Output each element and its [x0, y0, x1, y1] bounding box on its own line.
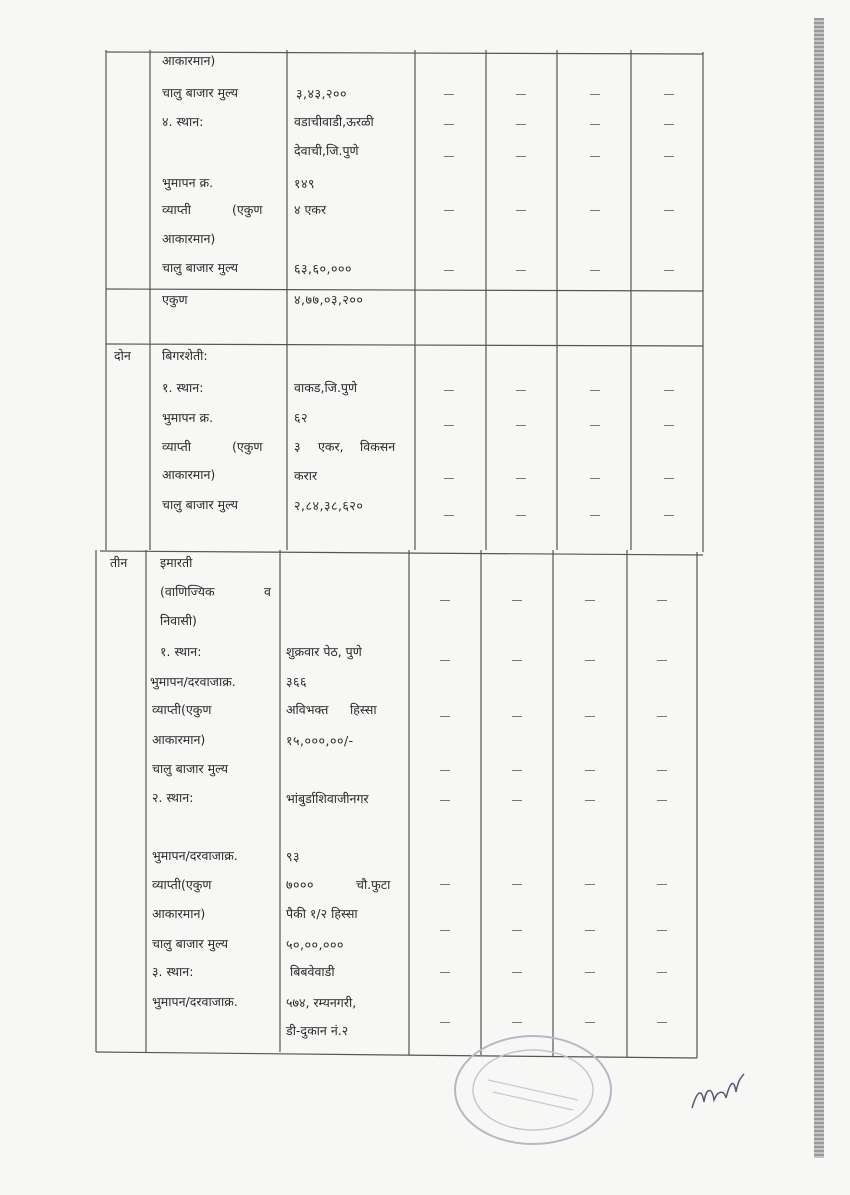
empty-cell-dash: [440, 770, 450, 771]
empty-cell-dash: [590, 390, 600, 391]
value-s3-extent-2b: चौ.फुटा: [356, 877, 391, 892]
value-s3-survey-door-3b: डी-दुकान नं.२: [286, 1023, 349, 1038]
empty-cell-dash: [585, 972, 595, 973]
empty-cell-dash: [664, 425, 674, 426]
empty-cell-dash: [590, 425, 600, 426]
empty-cell-dash: [664, 270, 674, 271]
empty-cell-dash: [585, 930, 595, 931]
empty-cell-dash: [444, 124, 454, 125]
label-s3-survey-door-1: भुमापन/दरवाजाक्र.: [150, 674, 236, 689]
value-s3-location-2: भांबुर्डाशिवाजीनगर: [286, 791, 369, 806]
handwritten-signature: [688, 1068, 748, 1118]
value-s2-extent-c: विकसन: [360, 439, 396, 454]
empty-cell-dash: [516, 210, 526, 211]
empty-cell-dash: [516, 94, 526, 95]
value-s2-market-value: २,८४,३८,६२०: [294, 498, 364, 513]
empty-cell-dash: [516, 270, 526, 271]
value-s3-share-2: पैकी १/२ हिस्सा: [286, 906, 358, 921]
value-s3-survey-door-2: ९३: [286, 849, 301, 864]
empty-cell-dash: [444, 210, 454, 211]
official-seal-stamp: [448, 1030, 618, 1150]
empty-cell-dash: [590, 478, 600, 479]
empty-cell-dash: [585, 600, 595, 601]
empty-cell-dash: [512, 1022, 522, 1023]
value-s2-location: वाकड,जि.पुणे: [294, 380, 358, 395]
label-survey-no: भुमापन क्र.: [162, 175, 214, 190]
section-number-three: तीन: [110, 555, 128, 570]
empty-cell-dash: [664, 210, 674, 211]
empty-cell-dash: [657, 884, 667, 885]
empty-cell-dash: [516, 515, 526, 516]
empty-cell-dash: [664, 390, 674, 391]
value-s3-extent-1a: अविभक्त: [286, 702, 329, 717]
empty-cell-dash: [590, 270, 600, 271]
empty-cell-dash: [444, 156, 454, 157]
label-non-agricultural: बिगरशेती:: [162, 348, 208, 363]
empty-cell-dash: [512, 716, 522, 717]
section-number-two: दोन: [114, 348, 131, 363]
label-s3-location-3: ३. स्थान:: [152, 964, 194, 979]
label-s3-survey-door-2: भुमापन/दरवाजाक्र.: [152, 848, 238, 863]
label-s3-area-1: आकारमान): [152, 732, 206, 747]
empty-cell-dash: [516, 124, 526, 125]
empty-cell-dash: [440, 972, 450, 973]
label-s3-extent-2: व्याप्ती(एकुण: [152, 877, 212, 892]
empty-cell-dash: [444, 478, 454, 479]
empty-cell-dash: [516, 156, 526, 157]
value-market-value-2: ६३,६०,०००: [294, 261, 352, 276]
empty-cell-dash: [664, 94, 674, 95]
label-location-4: ४. स्थान:: [162, 114, 204, 129]
empty-cell-dash: [664, 156, 674, 157]
label-area-continued: आकारमान): [162, 53, 216, 68]
empty-cell-dash: [512, 770, 522, 771]
label-s2-area: आकारमान): [162, 467, 216, 482]
empty-cell-dash: [512, 600, 522, 601]
label-s2-extent: व्याप्ती: [162, 439, 191, 454]
empty-cell-dash: [664, 124, 674, 125]
value-s3-market-value-2: ५०,००,०००: [286, 937, 344, 952]
empty-cell-dash: [444, 425, 454, 426]
label-s3-area-2: आकारमान): [152, 906, 206, 921]
empty-cell-dash: [585, 884, 595, 885]
value-s3-market-value-1: १५,०००,००/-: [286, 733, 354, 748]
empty-cell-dash: [657, 930, 667, 931]
label-s3-survey-door-3: भुमापन/दरवाजाक्र.: [152, 994, 238, 1009]
label-market-value: चालु बाजार मुल्य: [162, 85, 239, 100]
empty-cell-dash: [444, 270, 454, 271]
value-s3-location-1: शुक्रवार पेठ, पुणे: [286, 644, 362, 659]
empty-cell-dash: [585, 770, 595, 771]
label-buildings: इमारती: [160, 555, 193, 570]
empty-cell-dash: [512, 660, 522, 661]
empty-cell-dash: [657, 600, 667, 601]
empty-cell-dash: [444, 515, 454, 516]
label-s3-extent-1: व्याप्ती(एकुण: [152, 702, 212, 717]
value-extent: ४ एकर: [294, 202, 327, 217]
empty-cell-dash: [440, 800, 450, 801]
label-s3-market-value-1: चालु बाजार मुल्य: [152, 761, 229, 776]
empty-cell-dash: [440, 600, 450, 601]
label-total: एकुण: [162, 292, 188, 307]
label-extent: व्याप्ती: [162, 202, 191, 217]
value-s2-survey-no: ६२: [294, 410, 309, 425]
label-s3-location-2: २. स्थान:: [152, 790, 194, 805]
empty-cell-dash: [512, 972, 522, 973]
label-area: आकारमान): [162, 231, 216, 246]
empty-cell-dash: [590, 156, 600, 157]
empty-cell-dash: [590, 124, 600, 125]
empty-cell-dash: [657, 800, 667, 801]
value-s3-extent-2a: ७०००: [286, 877, 315, 892]
empty-cell-dash: [590, 210, 600, 211]
value-s3-survey-door-3a: ५७४, रम्यनगरी,: [286, 995, 357, 1010]
empty-cell-dash: [440, 930, 450, 931]
label-s3-location-1: १. स्थान:: [160, 644, 202, 659]
value-s2-extent-b: एकर,: [318, 439, 344, 454]
empty-cell-dash: [664, 478, 674, 479]
empty-cell-dash: [590, 515, 600, 516]
label-s2-market-value: चालु बाजार मुल्य: [162, 497, 239, 512]
empty-cell-dash: [657, 770, 667, 771]
value-s2-extent-a: ३: [294, 439, 301, 454]
empty-cell-dash: [585, 716, 595, 717]
empty-cell-dash: [657, 660, 667, 661]
value-total: ४,७७,०३,२००: [294, 292, 364, 307]
label-s2-location: १. स्थान:: [162, 380, 204, 395]
empty-cell-dash: [512, 930, 522, 931]
empty-cell-dash: [516, 390, 526, 391]
empty-cell-dash: [444, 390, 454, 391]
label-extent-total: (एकुण: [232, 202, 263, 217]
value-s3-survey-door-1: ३६६: [286, 674, 308, 689]
empty-cell-dash: [440, 660, 450, 661]
empty-cell-dash: [664, 515, 674, 516]
empty-cell-dash: [585, 660, 595, 661]
empty-cell-dash: [516, 478, 526, 479]
value-location-4a: वडाचीवाडी,ऊरळी: [294, 114, 374, 129]
label-and: व: [264, 584, 271, 599]
label-s2-survey-no: भुमापन क्र.: [162, 410, 214, 425]
label-residential: निवासी): [160, 613, 197, 628]
empty-cell-dash: [444, 94, 454, 95]
empty-cell-dash: [512, 884, 522, 885]
value-market-value: ३,४३,२००: [296, 86, 347, 101]
value-s3-location-3: बिबवेवाडी: [290, 964, 335, 979]
value-s3-extent-1b: हिस्सा: [350, 702, 377, 717]
empty-cell-dash: [657, 1022, 667, 1023]
empty-cell-dash: [590, 94, 600, 95]
empty-cell-dash: [440, 884, 450, 885]
label-s2-extent-total: (एकुण: [232, 439, 263, 454]
value-survey-no: १४९: [294, 176, 316, 191]
empty-cell-dash: [585, 1022, 595, 1023]
value-location-4b: देवाची,जि.पुणे: [294, 143, 359, 158]
empty-cell-dash: [516, 425, 526, 426]
label-market-value-2: चालु बाजार मुल्य: [162, 260, 239, 275]
empty-cell-dash: [440, 1022, 450, 1023]
empty-cell-dash: [585, 800, 595, 801]
empty-cell-dash: [657, 972, 667, 973]
label-commercial: (वाणिज्यिक: [160, 584, 215, 599]
value-s2-agreement: करार: [294, 468, 318, 483]
empty-cell-dash: [512, 800, 522, 801]
empty-cell-dash: [657, 716, 667, 717]
empty-cell-dash: [440, 716, 450, 717]
label-s3-market-value-2: चालु बाजार मुल्य: [152, 936, 229, 951]
